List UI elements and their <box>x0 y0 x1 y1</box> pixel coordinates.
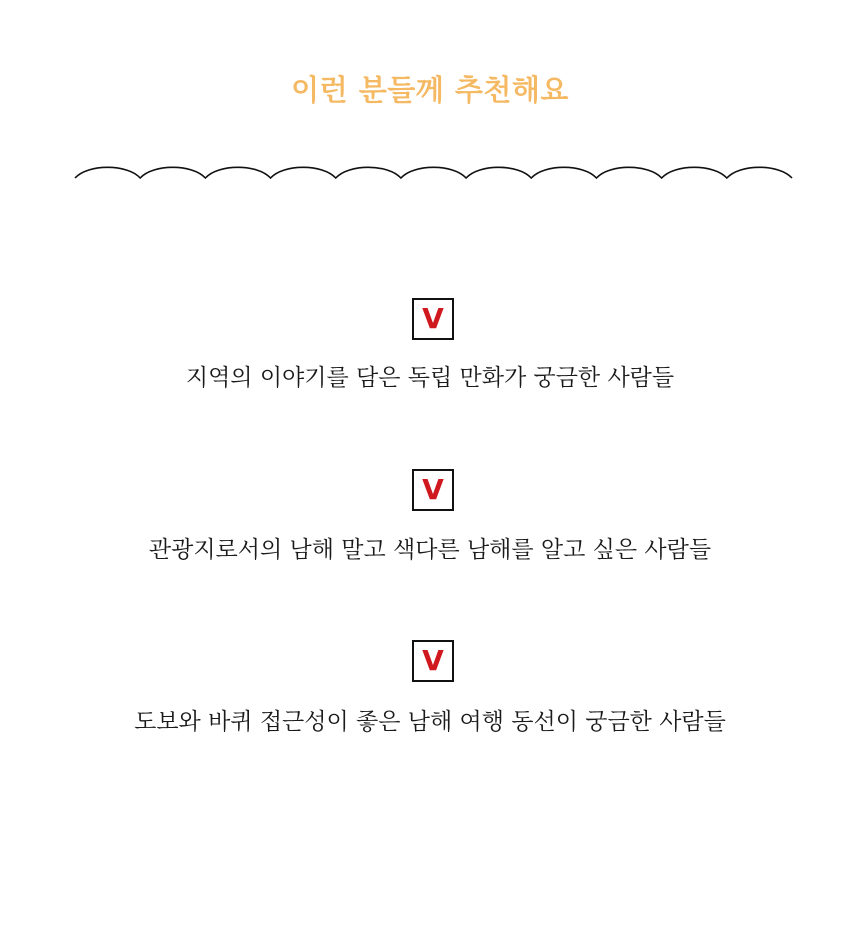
check-icon <box>412 298 454 340</box>
section-title: 이런 분들께 추천해요 <box>291 73 569 107</box>
check-mark: V <box>422 302 444 335</box>
check-icon <box>412 640 454 682</box>
recommendation-item-2: 관광지로서의 남해 말고 색다른 남해를 알고 싶은 사람들 <box>148 537 712 563</box>
scalloped-divider <box>0 150 860 190</box>
check-icon <box>412 469 454 511</box>
recommendation-item-3: 도보와 바퀴 접근성이 좋은 남해 여행 동선이 궁금한 사람들 <box>134 709 726 735</box>
recommendation-item-1: 지역의 이야기를 담은 독립 만화가 궁금한 사람들 <box>185 365 675 391</box>
check-mark: V <box>422 644 444 677</box>
check-mark: V <box>422 473 444 506</box>
